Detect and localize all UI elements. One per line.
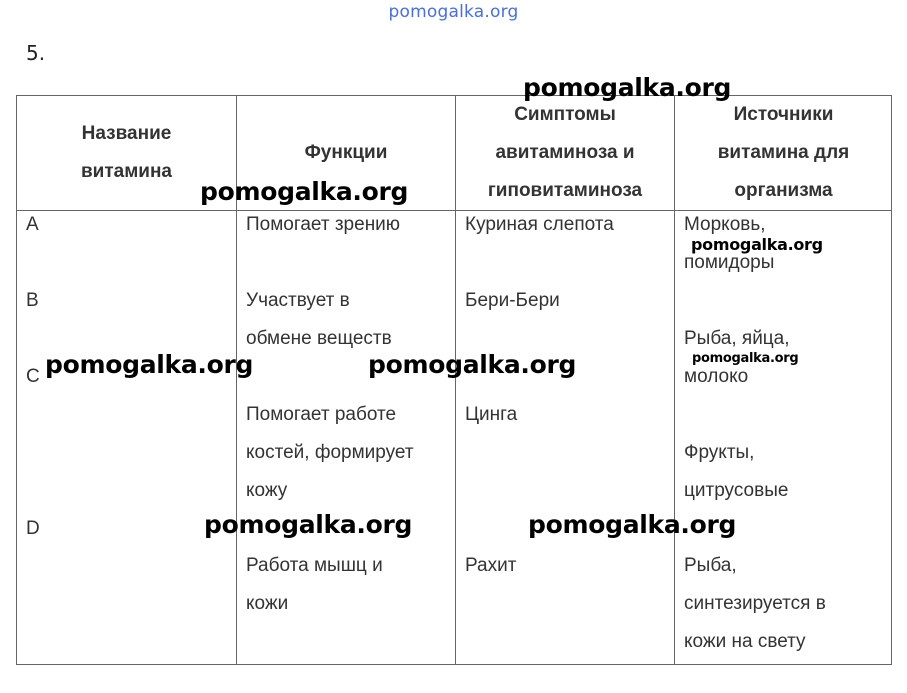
- function-b: Участвует в обмене веществ: [246, 290, 392, 349]
- header-sources: Источники витамина для организма: [717, 104, 850, 201]
- symptom-c: Цинга: [465, 404, 518, 425]
- watermark: pomogalka.org: [691, 235, 823, 254]
- vitamin-c: C: [26, 366, 40, 387]
- site-header-link[interactable]: pomogalka.org: [388, 2, 519, 22]
- function-c: Помогает работе костей, формирует кожу: [246, 404, 414, 501]
- vitamin-b: B: [26, 290, 39, 311]
- watermark: pomogalka.org: [692, 351, 799, 366]
- header-symptoms: Симптомы авитаминоза и гиповитаминоза: [487, 104, 643, 201]
- source-b: Рыба, яйца, молоко: [684, 328, 790, 387]
- watermark: pomogalka.org: [200, 177, 409, 206]
- vitamin-d: D: [26, 518, 40, 539]
- source-c: Фрукты, цитрусовые: [684, 442, 789, 501]
- vitamin-table: [16, 95, 892, 665]
- watermark: pomogalka.org: [528, 510, 737, 539]
- watermark: pomogalka.org: [204, 510, 413, 539]
- symptom-d: Рахит: [465, 555, 517, 576]
- source-a: Морковь, помидоры: [684, 214, 775, 273]
- watermark: pomogalka.org: [523, 73, 732, 102]
- task-number: 5.: [26, 41, 46, 65]
- source-d: Рыба, синтезируется в кожи на свету: [684, 555, 826, 652]
- vitamin-a: A: [26, 214, 39, 235]
- function-a: Помогает зрению: [246, 214, 401, 235]
- header-vitamin-name: Название витамина: [80, 123, 172, 182]
- header-functions: Функции: [304, 142, 388, 163]
- symptom-b: Бери-Бери: [465, 290, 560, 311]
- symptom-a: Куриная слепота: [465, 214, 614, 235]
- function-d: Работа мышц и кожи: [246, 555, 383, 614]
- watermark: pomogalka.org: [45, 350, 254, 379]
- watermark: pomogalka.org: [368, 350, 577, 379]
